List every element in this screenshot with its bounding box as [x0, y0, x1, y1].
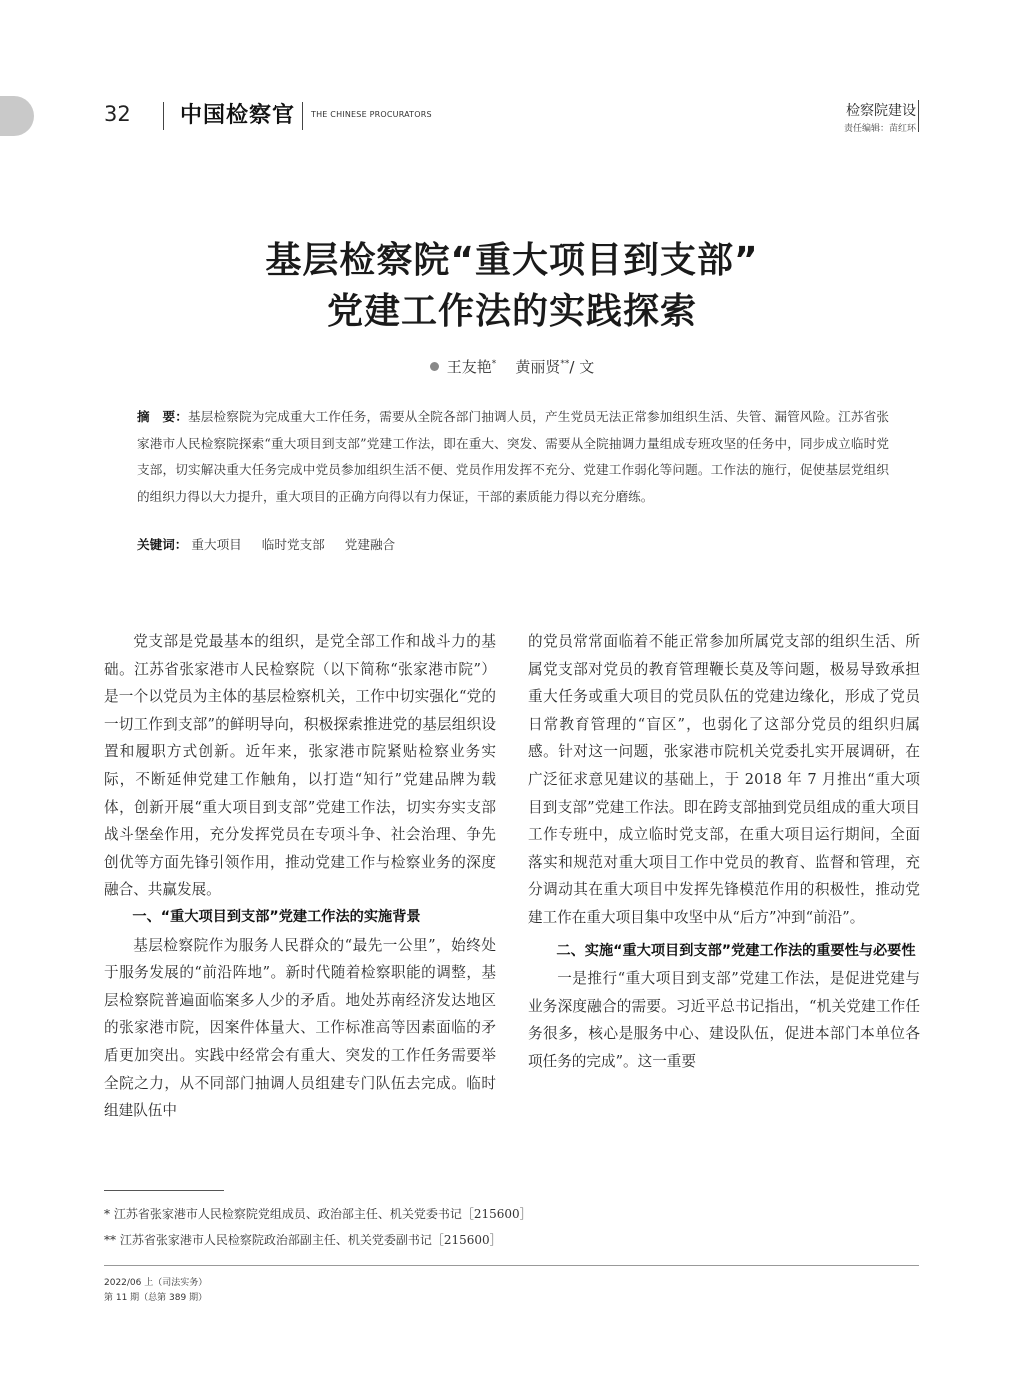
page-number: 32	[104, 102, 131, 126]
body-column-left	[104, 628, 496, 1125]
abstract	[137, 404, 889, 510]
abstract-text: 基层检察院为完成重大工作任务，需要从全院各部门抽调人员，产生党员无法正常参加组织生活、失管、漏管风险。江苏省张家港市人民检察院探索“重大项目到支部”党建工作法，即在重大、突发、需要从全院抽调力量组成专班攻坚的任务中，同步成立临时党支部，切实解决重大任务完成中党员参加组织生活不便、党员作用发挥不充分、党建工作弱化等问题。工作法的施行，促使基层党组织的组织力得以大力提升，重大项目的正确方向得以有力保证，干部的素质能力得以充分磨练。	[137, 409, 890, 504]
keywords	[137, 532, 889, 558]
body-paragraph: 党支部是党最基本的组织，是党全部工作和战斗力的基础。江苏省张家港市人民检察院（以下简称“张家港市院”）是一个以党员为主体的基层检察机关，工作中切实强化“党的一切工作到支部”的鲜明导向，积极探索推进党的基层组织设置和履职方式创新。近年来，张家港市院紧贴检察业务实际，不断延伸党建工作触角，以打造“知行”党建品牌为载体，创新开展“重大项目到支部”党建工作法，切实夯实支部战斗堡垒作用，充分发挥党员在专项斗争、社会治理、争先创优等方面先锋引领作用，推动党建工作与检察业务的深度融合、共赢发展。	[104, 633, 496, 899]
author-2: 黄丽贤	[515, 358, 561, 376]
section-divider	[918, 100, 919, 132]
keyword: 重大项目	[191, 537, 242, 552]
header-divider	[163, 102, 164, 130]
keyword: 党建融合	[344, 537, 396, 552]
logo-divider	[302, 102, 303, 130]
author-2-mark: **	[560, 359, 570, 369]
section-name: 检察院建设	[846, 103, 916, 119]
author-line	[0, 356, 1024, 377]
journal-logo: 中国检察官	[180, 102, 296, 128]
section-heading-2: 二、实施“重大项目到支部”党建工作法的重要性与必要性	[556, 942, 916, 959]
footnote-rule	[104, 1190, 224, 1191]
bullet-icon	[430, 362, 439, 371]
editor-credit: 责任编辑：苗红环	[843, 124, 916, 134]
page-tab-marker	[0, 96, 34, 136]
article-title-line1: 基层检察院“重大项目到支部”	[265, 240, 759, 281]
footnote-2: ** 江苏省张家港市人民检察院政治部副主任、机关党委副书记［215600］	[104, 1233, 502, 1247]
author-1-mark: *	[491, 359, 497, 369]
body-column-right	[528, 628, 920, 1076]
body-paragraph: 一是推行“重大项目到支部”党建工作法，是促进党建与业务深度融合的需要。习近平总书记指出，“机关党建工作任务很多，核心是服务中心、建设队伍，促进本部门本单位各项任务的完成”。这一重要	[528, 970, 920, 1070]
body-paragraph: 基层检察院作为服务人民群众的“最先一公里”，始终处于服务发展的“前沿阵地”。新时代随着检察职能的调整，基层检察院普遍面临案多人少的矛盾。地处苏南经济发达地区的张家港市院，因案件体量大、工作标准高等因素面临的矛盾更加突出。实践中经常会有重大、突发的工作任务需要举全院之力，从不同部门抽调人员组建专门队伍去完成。临时组建队伍中	[104, 936, 496, 1120]
author-1: 王友艳	[446, 358, 492, 376]
keyword: 临时党支部	[261, 537, 325, 552]
author-suffix: / 文	[569, 358, 595, 376]
section-heading-1: 一、“重大项目到支部”党建工作法的实施背景	[132, 908, 421, 925]
abstract-label: 摘 要：	[137, 409, 188, 424]
journal-english-name: THE CHINESE PROCURATORS	[311, 110, 432, 119]
keywords-label: 关键词：	[137, 537, 188, 552]
footnote-1: * 江苏省张家港市人民检察院党组成员、政治部主任、机关党委书记［215600］	[104, 1207, 532, 1221]
issue-number: 第 11 期（总第 389 期）	[104, 1293, 208, 1303]
body-paragraph: 的党员常常面临着不能正常参加所属党支部的组织生活、所属党支部对党员的教育管理鞭长莫及等问题，极易导致承担重大任务或重大项目的党员队伍的党建边缘化，形成了党员日常教育管理的“盲区”，也弱化了这部分党员的组织归属感。针对这一问题，张家港市院机关党委扎实开展调研，在广泛征求意见建议的基础上，于 2018 年 7 月推出“重大项目到支部”党建工作法。即在跨支部抽到党员组成的重大项目工作专班中，成立临时党支部，在重大项目运行期间，全面落实和规范对重大项目工作中党员的教育、监督和管理，充分调动其在重大项目中发挥先锋模范作用的积极性，推动党建工作在重大项目集中攻坚中从“后方”冲到“前沿”。	[528, 633, 920, 926]
issue-date: 2022/06 上（司法实务）	[104, 1278, 208, 1288]
article-title-line2: 党建工作法的实践探索	[326, 291, 697, 332]
footer-rule	[104, 1265, 919, 1266]
